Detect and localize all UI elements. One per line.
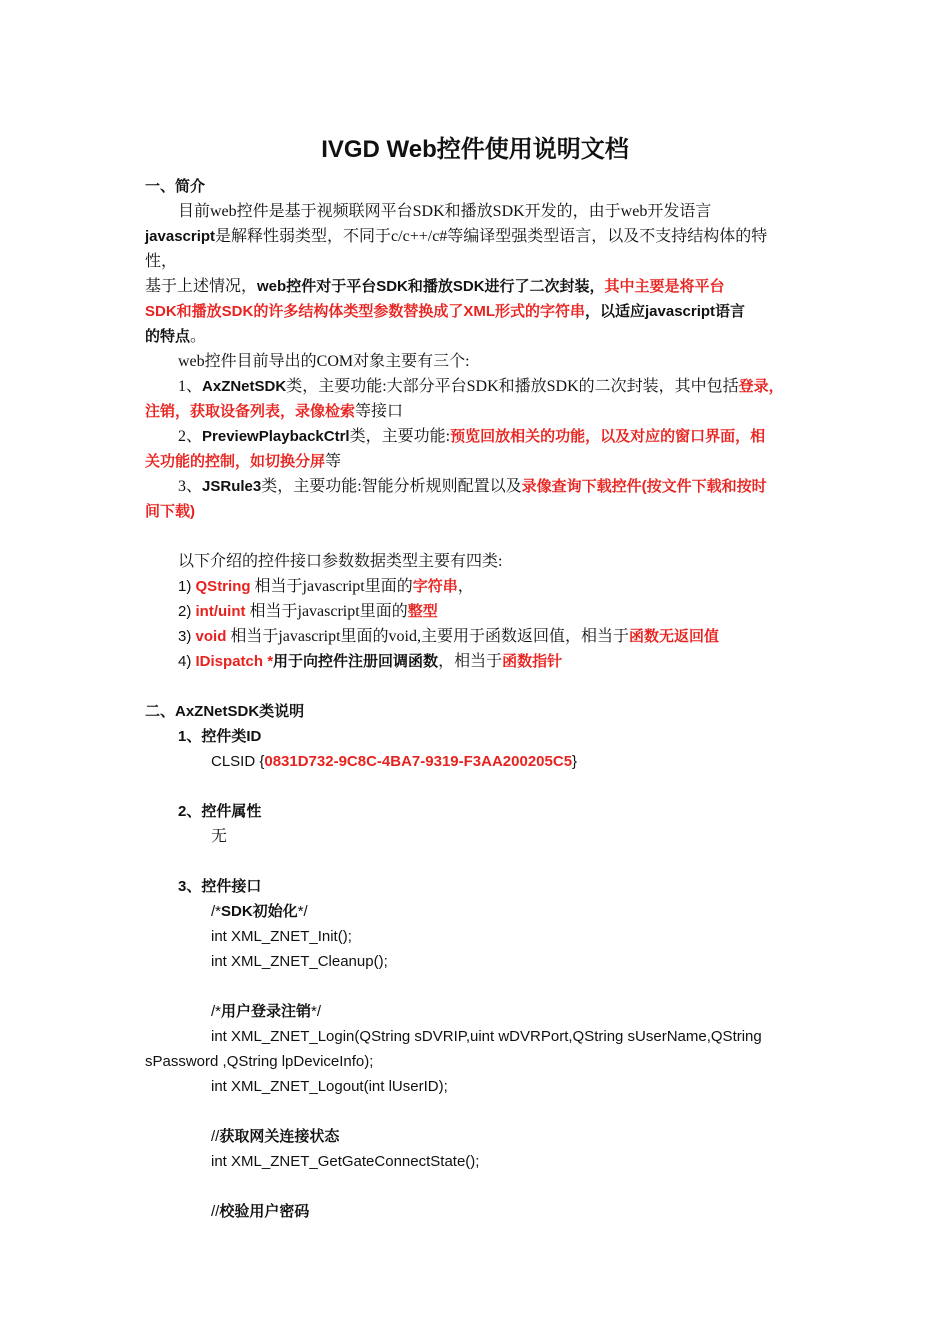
text-highlight: 录像查询下载控件(按文件下载和按时: [521, 478, 767, 495]
text: 性，: [145, 253, 178, 270]
paragraph-intro-2-cont: [145, 299, 810, 324]
text: 基于上述情况，: [145, 278, 258, 295]
text-bold: ，以适应javascript语言: [585, 303, 746, 320]
type-item-void: [145, 624, 810, 649]
clsid-label: CLSID {: [211, 753, 265, 770]
paragraph-intro-1: [145, 199, 810, 224]
type-name: QString: [195, 578, 251, 595]
list-item-axznetsdk-cont: [145, 399, 810, 424]
text-highlight: 字符串: [412, 578, 458, 595]
text: */: [297, 903, 308, 920]
document-body: [145, 174, 810, 1224]
code-line-gate-state: int XML_ZNET_GetGateConnectState();: [211, 1153, 480, 1170]
text-bold: SDK初始化: [221, 903, 298, 920]
text-highlight: 登录，: [738, 378, 784, 395]
list-number: 2): [178, 603, 196, 620]
spacer: [145, 974, 810, 999]
subheading-interfaces: 3、控件接口: [178, 878, 262, 895]
text: 以下介绍的控件接口参数数据类型主要有四类:: [178, 553, 503, 570]
text: 目前web控件是基于视频联网平台SDK和播放SDK开发的，由于web开发语言: [178, 203, 712, 220]
text-highlight: SDK和播放SDK的许多结构体类型参数替换成了XML形式的字符串: [145, 303, 586, 320]
text: }: [572, 753, 578, 770]
paragraph-intro-2: [145, 274, 810, 299]
list-number: 1): [178, 578, 196, 595]
text-bold: javascript: [145, 228, 216, 245]
text-bold: web控件对于平台SDK和播放SDK进行了二次封装，: [257, 278, 605, 295]
clsid-line: [145, 749, 810, 774]
text-bold: 获取网关连接状态: [219, 1128, 340, 1145]
text-highlight: 间下载): [145, 503, 195, 520]
text: ，: [457, 578, 474, 595]
spacer: [145, 1099, 810, 1124]
text: 类，主要功能:大部分平台SDK和播放SDK的二次封装，其中包括: [286, 378, 739, 395]
text-highlight: 函数无返回值: [629, 628, 720, 645]
list-item-previewplaybackctrl: [145, 424, 810, 449]
text-highlight: 注销，获取设备列表，录像检索: [145, 403, 356, 420]
text-highlight: 函数指针: [502, 653, 563, 670]
spacer: [145, 1174, 810, 1199]
class-name: AxZNetSDK: [202, 378, 287, 395]
list-number: 1、: [178, 378, 203, 395]
text: 相当于javascript里面的void,主要用于函数返回值，相当于: [226, 628, 630, 645]
paragraph-types-intro: [145, 549, 810, 574]
type-name: int/uint: [195, 603, 246, 620]
text: 相当于javascript里面的: [250, 578, 413, 595]
clsid-value: 0831D732-9C8C-4BA7-9319-F3AA200205C5: [264, 753, 573, 770]
text: 等: [325, 453, 342, 470]
text-highlight: 关功能的控制，如切换分屏: [145, 453, 326, 470]
spacer: [145, 849, 810, 874]
text: /*: [211, 903, 222, 920]
type-name: IDispatch *: [195, 653, 274, 670]
code-comment-gate-state: [145, 1124, 810, 1149]
class-name: JSRule3: [202, 478, 262, 495]
list-item-previewplaybackctrl-cont: [145, 449, 810, 474]
type-item-int: [145, 599, 810, 624]
paragraph-intro-1-cont: [145, 224, 810, 249]
code-line-logout: int XML_ZNET_Logout(int lUserID);: [211, 1078, 448, 1095]
code-line-cleanup: int XML_ZNET_Cleanup();: [211, 953, 388, 970]
text: 类，主要功能:智能分析规则配置以及: [261, 478, 522, 495]
class-name: PreviewPlaybackCtrl: [202, 428, 350, 445]
paragraph-com-objects: [145, 349, 810, 374]
type-item-idispatch: [145, 649, 810, 674]
text: */: [311, 1003, 322, 1020]
properties-value: 无: [211, 828, 228, 845]
code-comment-init: [145, 899, 810, 924]
subheading-class-id: 1、控件类ID: [178, 728, 262, 745]
spacer: [145, 774, 810, 799]
text-bold: 校验用户密码: [219, 1203, 310, 1220]
list-item-axznetsdk: [145, 374, 810, 399]
list-number: 4): [178, 653, 196, 670]
list-item-jsrule3: [145, 474, 810, 499]
code-line-login: int XML_ZNET_Login(QString sDVRIP,uint wDVRPort,QString sUserName,QString: [211, 1028, 762, 1045]
text: 相当于javascript里面的: [245, 603, 408, 620]
text: 等接口: [355, 403, 404, 420]
type-item-qstring: [145, 574, 810, 599]
code-line-init: int XML_ZNET_Init();: [211, 928, 352, 945]
text: 。: [190, 328, 207, 345]
document-title: IVGD Web控件使用说明文档: [321, 136, 629, 163]
section-heading-axznetsdk: 二、AxZNetSDK类说明: [145, 703, 305, 720]
text: //: [211, 1203, 220, 1220]
section-heading-intro: 一、简介: [145, 178, 206, 195]
subheading-properties: 2、控件属性: [178, 803, 262, 820]
text: 类，主要功能:: [349, 428, 451, 445]
type-name: void: [195, 628, 227, 645]
text-highlight: 整型: [407, 603, 438, 620]
code-comment-verify-password: [145, 1199, 810, 1224]
text: web控件目前导出的COM对象主要有三个:: [178, 353, 470, 370]
text-bold: 用于向控件注册回调函数: [273, 653, 439, 670]
spacer: [145, 524, 810, 549]
text: //: [211, 1128, 220, 1145]
spacer: [145, 674, 810, 699]
text-bold: 用户登录注销: [221, 1003, 312, 1020]
text: /*: [211, 1003, 222, 1020]
text-bold: 的特点: [145, 328, 191, 345]
list-number: 2、: [178, 428, 203, 445]
paragraph-intro-2-end: [145, 324, 810, 349]
text: 是解释性弱类型，不同于c/c++/c#等编译型强类型语言，以及不支持结构体的特: [215, 228, 768, 245]
list-item-jsrule3-cont: [145, 499, 810, 524]
list-number: 3、: [178, 478, 203, 495]
text: ，相当于: [438, 653, 503, 670]
paragraph-intro-1-end: [145, 249, 810, 274]
text-highlight: 其中主要是将平台: [604, 278, 725, 295]
code-line-login-cont: sPassword ,QString lpDeviceInfo);: [145, 1053, 374, 1070]
list-number: 3): [178, 628, 196, 645]
text-highlight: 预览回放相关的功能，以及对应的窗口界面，相: [450, 428, 766, 445]
code-comment-login: [145, 999, 810, 1024]
